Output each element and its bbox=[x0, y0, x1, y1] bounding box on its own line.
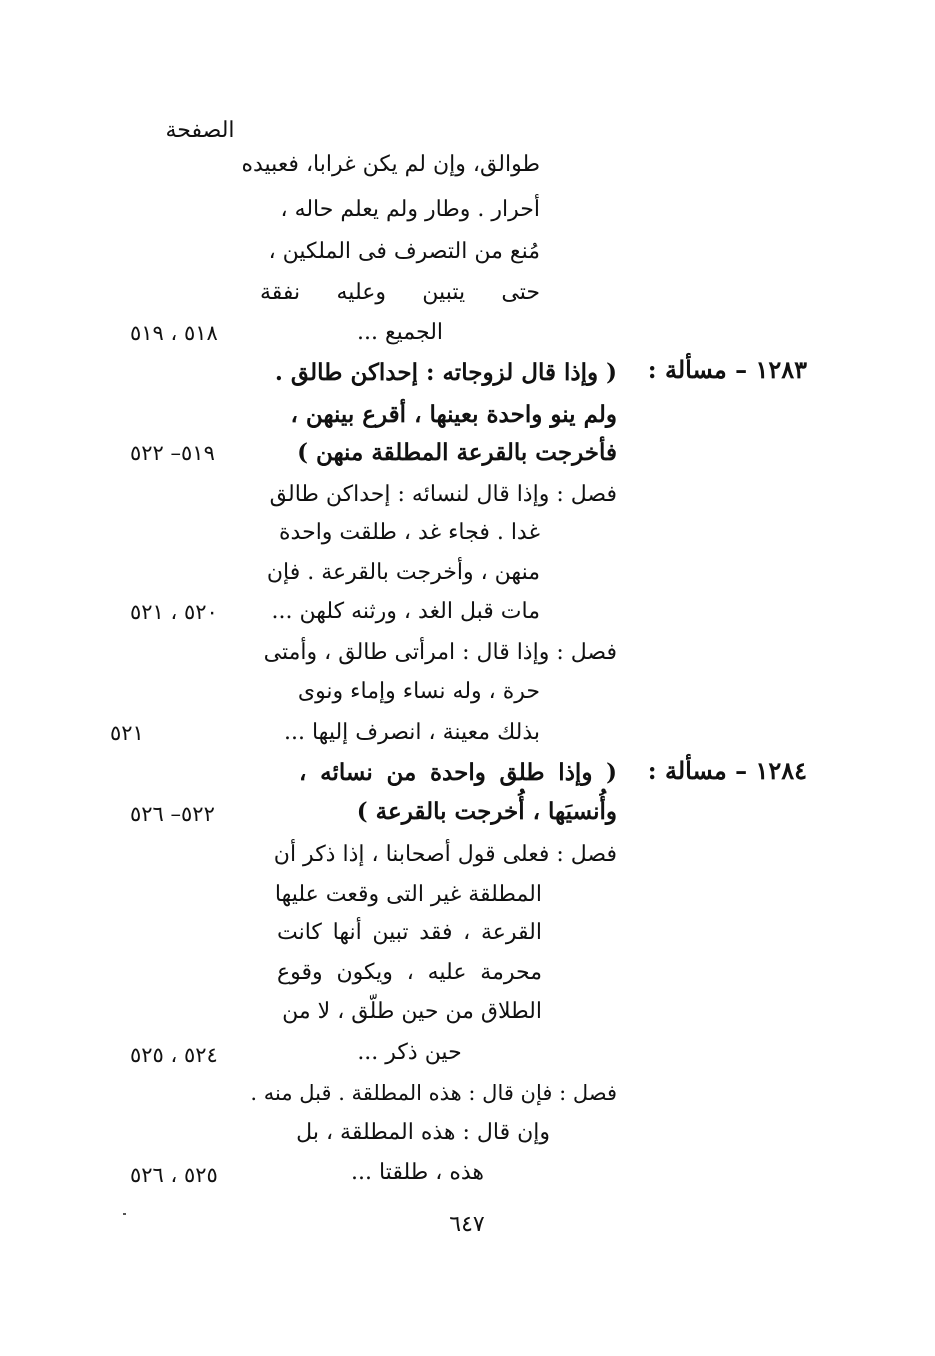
text-line: المطلقة غير التى وقعت عليها bbox=[274, 882, 542, 907]
text-line: ( وإذا قال لزوجاته : إحداكن طالق . bbox=[274, 359, 617, 386]
page-number: ٦٤٧ bbox=[449, 1212, 485, 1237]
text-line: فصل : فإن قال : هذه المطلقة . قبل منه . bbox=[250, 1081, 617, 1105]
text-line: فصل : فعلى قول أصحابنا ، إذا ذكر أن bbox=[273, 842, 617, 867]
text-line: فأخرجت بالقرعة المطلقة منهن ) bbox=[297, 439, 617, 466]
scan-speck bbox=[123, 1213, 126, 1215]
page-reference: ٥٢٢– ٥٢٦ bbox=[130, 802, 215, 826]
text-line: حتى يتبين وعليه نفقة bbox=[260, 280, 540, 305]
text-line: هذه ، طلقتا ... bbox=[351, 1160, 484, 1185]
text-line: ولم ينو واحدة بعينها ، أقرع بينهن ، bbox=[290, 401, 617, 428]
text-line: منهن ، وأخرجت بالقرعة . فإن bbox=[266, 560, 540, 585]
text-line: وأُنسيَها ، أُخرجت بالقرعة ) bbox=[356, 798, 617, 825]
text-line: وإن قال : هذه المطلقة ، بل bbox=[296, 1120, 550, 1145]
text-line: حرة ، وله نساء وإماء ونوى bbox=[297, 679, 540, 704]
text-line: فصل : وإذا قال لنسائه : إحداكن طالق bbox=[269, 482, 617, 507]
text-line: حين ذكر ... bbox=[357, 1040, 462, 1065]
text-line: فصل : وإذا قال : امرأتى طالق ، وأمتى bbox=[263, 640, 617, 665]
text-line: مُنع من التصرف فى الملكين ، bbox=[268, 239, 540, 264]
page-reference: ٥٢٠ ، ٥٢١ bbox=[130, 600, 218, 624]
page-reference: ٥١٩– ٥٢٢ bbox=[130, 441, 215, 465]
text-line: أحرار . وطار ولم يعلم حاله ، bbox=[280, 197, 540, 222]
text-line: محرمة عليه ، ويكون وقوع bbox=[277, 960, 542, 985]
text-line: مات قبل الغد ، ورثنه كلهن ... bbox=[271, 599, 540, 624]
page-reference: ٥١٨ ، ٥١٩ bbox=[130, 321, 218, 345]
text-line: القرعة ، فقد تبين أنها كانت bbox=[277, 920, 542, 945]
masala-label: ١٢٨٤ – مسألة : bbox=[647, 756, 807, 785]
text-line: طوالق، وإن لم يكن غرابا، فعبيده bbox=[241, 152, 540, 177]
text-line: الجميع ... bbox=[356, 320, 444, 345]
text-line: بذلك معينة ، انصرف إليها ... bbox=[284, 720, 540, 745]
text-line: الطلاق من حين طلّق ، لا من bbox=[282, 999, 542, 1024]
page-reference: ٥٢٥ ، ٥٢٦ bbox=[130, 1163, 218, 1187]
page-reference: ٥٢١ bbox=[110, 721, 144, 745]
text-line: ( وإذا طلق واحدة من نسائه ، bbox=[299, 759, 617, 786]
page-column-header: الصفحة bbox=[165, 118, 235, 143]
page-reference: ٥٢٤ ، ٥٢٥ bbox=[130, 1043, 218, 1067]
text-line: غدا . فجاء غد ، طلقت واحدة bbox=[279, 520, 540, 545]
masala-label: ١٢٨٣ – مسألة : bbox=[647, 355, 807, 384]
